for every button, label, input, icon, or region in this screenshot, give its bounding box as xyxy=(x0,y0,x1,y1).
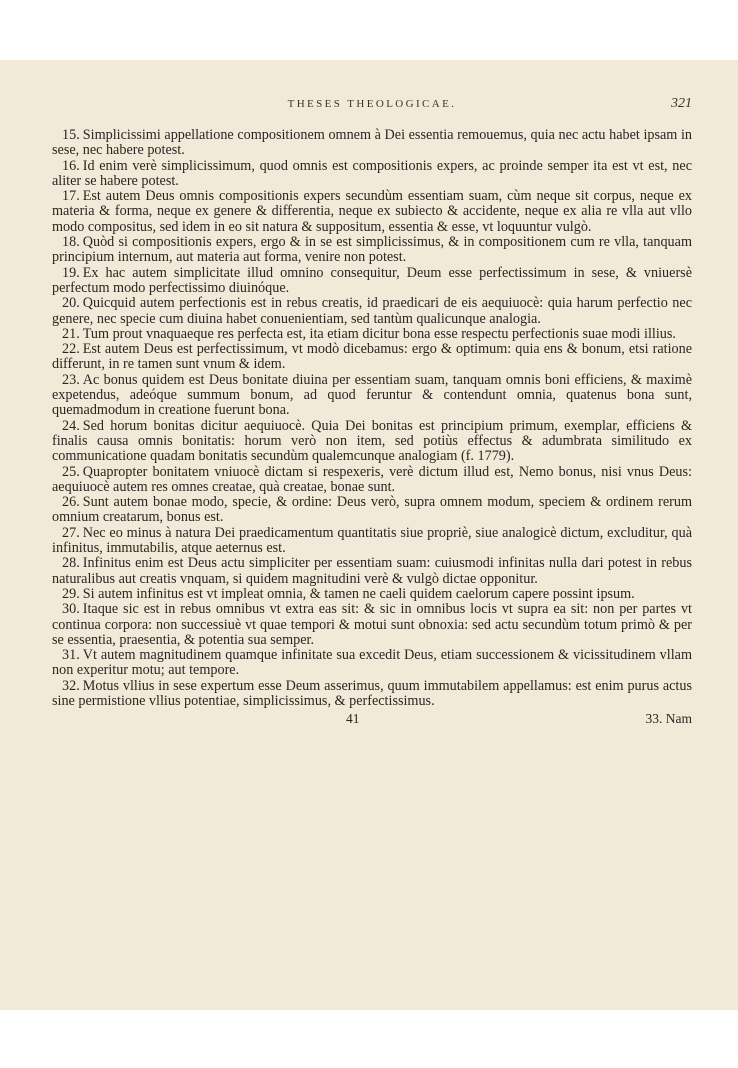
thesis-number: 20. xyxy=(62,295,80,312)
thesis-paragraph xyxy=(52,189,692,235)
thesis-number: 25. xyxy=(62,463,80,480)
thesis-number: 17. xyxy=(62,188,80,205)
thesis-text: Tum prout vnaquaeque res perfecta est, ita etiam dicitur bona esse respectu perfectionis suae modi illius. xyxy=(82,325,676,342)
thesis-text: Motus vllius in sese expertum esse Deum asserimus, quum immutabilem appellamus: est enim purus actus sine permistione vllius potentiae, simplicissimus, & perfectissimus. xyxy=(52,677,692,709)
running-header xyxy=(52,98,692,120)
thesis-paragraph xyxy=(52,159,692,190)
thesis-number: 26. xyxy=(62,494,80,511)
thesis-number: 19. xyxy=(62,264,80,281)
thesis-paragraph xyxy=(52,526,692,557)
catchword: 33. Nam xyxy=(645,711,692,727)
thesis-number: 15. xyxy=(62,127,80,143)
thesis-paragraph xyxy=(52,587,692,602)
page-footer xyxy=(52,711,692,729)
thesis-paragraph xyxy=(52,296,692,327)
thesis-number: 23. xyxy=(62,371,80,388)
thesis-text: Nec eo minus à natura Dei praedicamentum quantitatis siue propriè, siue analogicè dictum, excluditur, quà infinitus, immutabilis, atque aeternus est. xyxy=(52,524,692,557)
thesis-number: 16. xyxy=(62,157,80,174)
thesis-paragraph xyxy=(52,556,692,587)
thesis-paragraph xyxy=(52,419,692,465)
thesis-list xyxy=(52,128,692,709)
thesis-text: Est autem Deus est perfectissimum, vt modò dicebamus: ergo & optimum: quia ens & bonum, etsi ratione differunt, in re tamen sunt vnum & idem. xyxy=(52,341,692,373)
thesis-number: 27. xyxy=(62,524,80,541)
thesis-paragraph xyxy=(52,235,692,266)
thesis-number: 18. xyxy=(62,234,80,251)
thesis-paragraph xyxy=(52,266,692,297)
running-title: THESES THEOLOGICAE. xyxy=(287,98,457,110)
thesis-number: 24. xyxy=(62,417,80,434)
thesis-text: Id enim verè simplicissimum, quod omnis est compositionis expers, ac proinde semper ita est vt est, nec aliter se habere potest. xyxy=(52,157,692,189)
thesis-paragraph xyxy=(52,128,692,159)
thesis-paragraph xyxy=(52,602,692,648)
thesis-paragraph xyxy=(52,465,692,496)
thesis-number: 32. xyxy=(62,677,80,694)
thesis-text: Si autem infinitus est vt impleat omnia, & tamen ne caeli quidem caelorum capere possint ipsum. xyxy=(82,585,635,602)
thesis-text: Est autem Deus omnis compositionis expers secundùm essentiam suam, cùm neque sit corpus, neque ex materia & forma, neque ex genere & differentia, neque ex subiecto & accidente, neque ex alia re vlla aut vllo modo compositus, sed idem in eo sit natura & suppositum, essentia & esse, vt loquuntur vulgò. xyxy=(52,188,692,235)
thesis-text: Simplicissimi appellatione compositionem omnem à Dei essentia remouemus, quia nec actu habet ipsam in sese, nec habere potest. xyxy=(52,127,692,159)
thesis-text: Quapropter bonitatem vniuocè dictam si respexeris, verè dictum illud est, Nemo bonus, nisi vnus Deus: aequiuocè autem res omnes creatae, quà creatae, bonae sunt. xyxy=(52,463,692,495)
signature-mark: 41 xyxy=(346,711,360,727)
thesis-text: Quòd si compositionis expers, ergo & in se est simplicissimus, & in compositionem cum re vlla, tanquam principium internum, aut materia aut forma, venire non potest. xyxy=(52,234,692,266)
thesis-paragraph xyxy=(52,679,692,710)
thesis-text: Sed horum bonitas dicitur aequiuocè. Quia Dei bonitas est principium primum, exemplar, efficiens & finalis causa omnis bonitatis: horum verò non item, sed potiùs effectus & adumbrata similitudo ex communicatione quadam bonitatis secundùm qualemcunque analogiam (f. 1779). xyxy=(52,417,692,465)
thesis-text: Quicquid autem perfectionis est in rebus creatis, id praedicari de eis aequiuocè: quia harum perfectio nec genere, nec specie cum diuina habet conuenientiam, sed tantùm qualicunque analogia. xyxy=(52,295,692,327)
page-number: 321 xyxy=(671,96,692,111)
thesis-paragraph xyxy=(52,327,692,342)
thesis-text: Ac bonus quidem est Deus bonitate diuina per essentiam suam, tanquam omnis boni efficiens, & maximè expetendus, adeóque summum bonum, ad quod feruntur & contendunt omnia, quatenus bona sunt, quemadmodum in creatione fuerunt bona. xyxy=(52,371,692,419)
thesis-number: 29. xyxy=(62,585,80,602)
thesis-paragraph xyxy=(52,342,692,373)
thesis-number: 28. xyxy=(62,555,80,572)
thesis-text: Vt autem magnitudinem quamque infinitate sua excedit Deus, etiam successionem & vicissitudinem vllam non experitur motu; aut tempore. xyxy=(52,647,692,679)
thesis-paragraph xyxy=(52,648,692,679)
book-page xyxy=(52,98,692,729)
thesis-text: Itaque sic est in rebus omnibus vt extra eas sit: & sic in omnibus locis vt supra ea sit: non per partes vt continua corpora: non successiuè vt quae tempori & motui sunt obnoxia: sed actu secundùm totum primò & per se essentia, praesentia, & potentia sua semper. xyxy=(52,601,692,648)
thesis-text: Ex hac autem simplicitate illud omnino consequitur, Deum esse perfectissimum in sese, & vniuersè perfectum modo perfectissimo diuinóque. xyxy=(52,264,692,296)
thesis-paragraph xyxy=(52,495,692,526)
thesis-number: 22. xyxy=(62,341,80,358)
thesis-number: 30. xyxy=(62,601,80,618)
thesis-number: 31. xyxy=(62,647,80,664)
thesis-text: Infinitus enim est Deus actu simpliciter per essentiam suam: cuiusmodi infinitas nulla dari potest in rebus naturalibus aut creatis vnquam, si quidem magnitudini verè & vulgò dictae opponitur. xyxy=(52,555,692,587)
thesis-text: Sunt autem bonae modo, specie, & ordine: Deus verò, supra omnem modum, speciem & ordinem rerum omnium creatarum, bonus est. xyxy=(52,494,692,526)
thesis-number: 21. xyxy=(62,325,80,342)
thesis-paragraph xyxy=(52,373,692,419)
